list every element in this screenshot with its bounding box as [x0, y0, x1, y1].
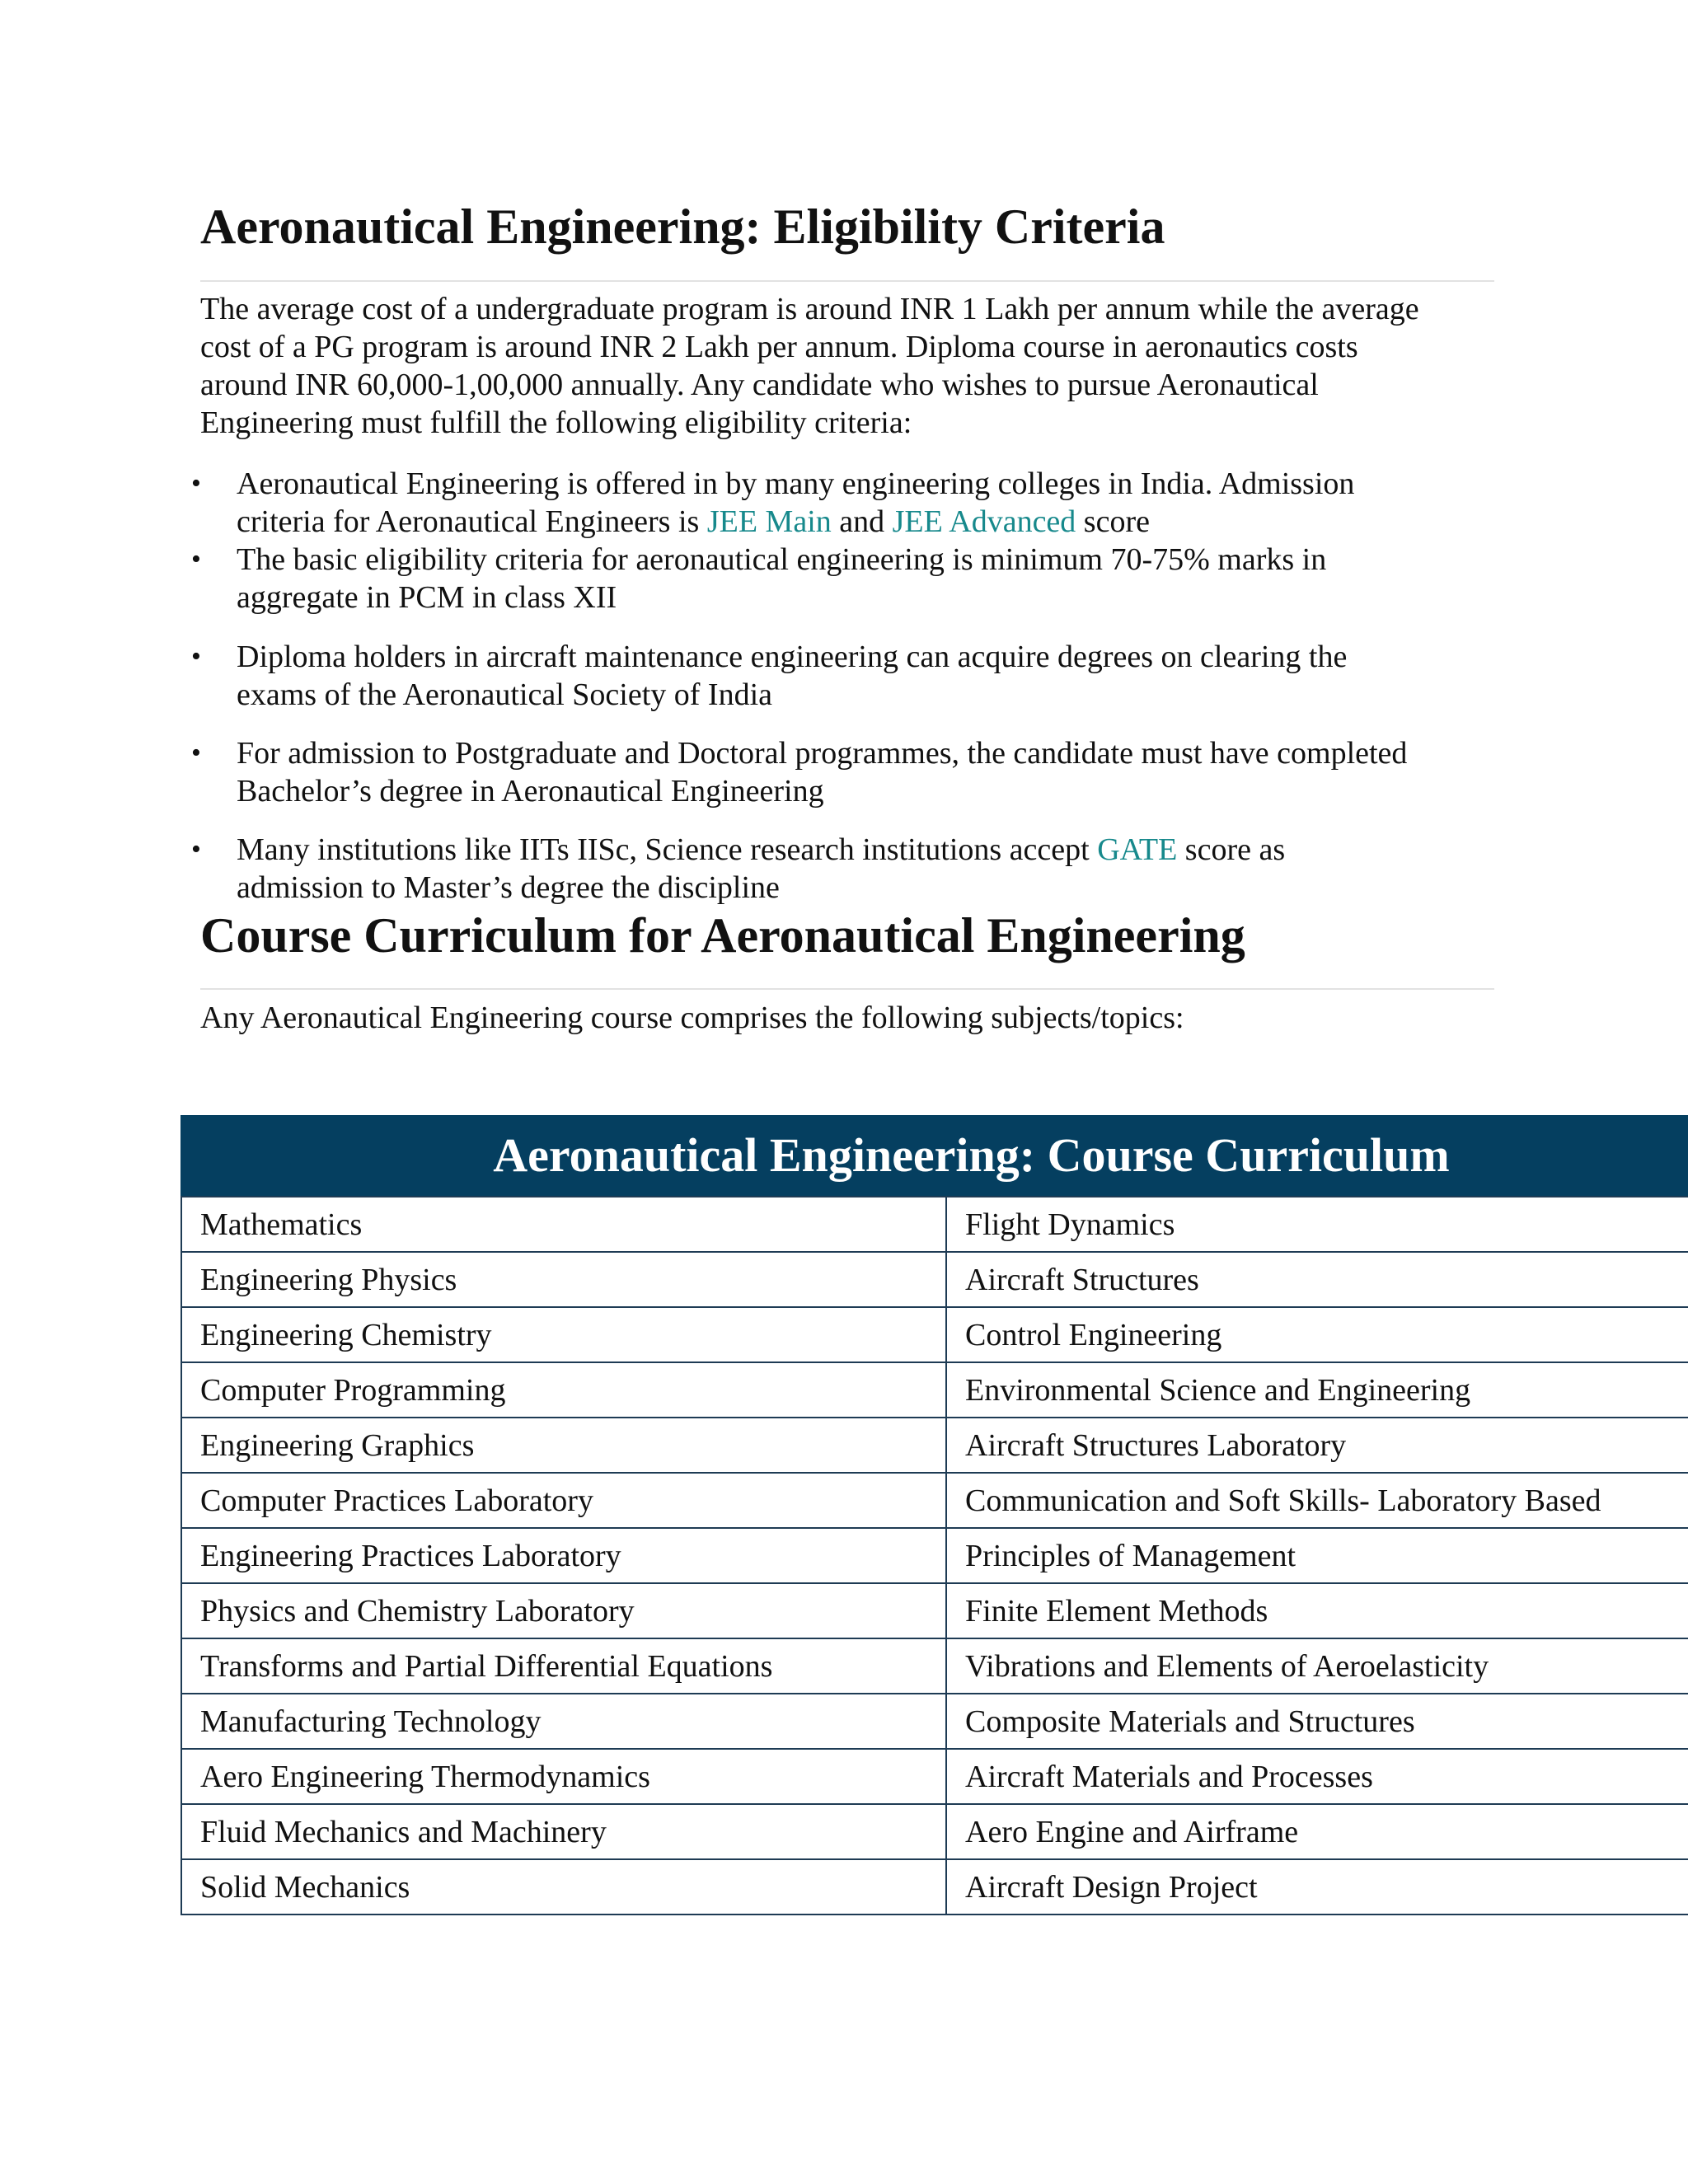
- subject-cell-right: Environmental Science and Engineering: [946, 1362, 1688, 1418]
- table-row: [181, 1418, 1688, 1473]
- subject-cell-right: Communication and Soft Skills- Laboratory Based: [946, 1473, 1688, 1528]
- table-row: [181, 1804, 1688, 1859]
- heading-divider: [200, 988, 1494, 990]
- subject-cell-left: Engineering Practices Laboratory: [181, 1528, 946, 1583]
- subject-cell-right: Control Engineering: [946, 1307, 1688, 1362]
- bullet-icon: •: [191, 544, 201, 574]
- subject-cell-left: Manufacturing Technology: [181, 1694, 946, 1749]
- curriculum-intro: Any Aeronautical Engineering course comprises the following subjects/topics:: [200, 1001, 1184, 1035]
- subject-cell-right: Flight Dynamics: [946, 1197, 1688, 1252]
- list-item: • The basic eligibility criteria for aeronautical engineering is minimum 70-75% marks in aggregate in PCM in class XII: [191, 542, 1327, 615]
- subject-cell-right: Finite Element Methods: [946, 1583, 1688, 1638]
- eligibility-paragraph: [200, 290, 1503, 442]
- subject-cell-right: Composite Materials and Structures: [946, 1694, 1688, 1749]
- table-row: [181, 1638, 1688, 1694]
- gate-link[interactable]: GATE: [1097, 832, 1178, 867]
- table-row: [181, 1252, 1688, 1307]
- heading-divider: [200, 280, 1494, 282]
- subject-cell-right: Aircraft Structures Laboratory: [946, 1418, 1688, 1473]
- jee-advanced-link[interactable]: JEE Advanced: [892, 504, 1076, 539]
- table-row: [181, 1362, 1688, 1418]
- list-item: • For admission to Postgraduate and Doctoral programmes, the candidate must have completed Bachelor’s degree in Aeronautical Engineering: [191, 736, 1408, 808]
- para-line: The average cost of a undergraduate program is around INR 1 Lakh per annum while the average: [200, 292, 1419, 326]
- list-item: • Aeronautical Engineering is offered in by many engineering colleges in India. Admission criteria for Aeronautical Engineers is JEE Main and JEE Advanced score: [191, 466, 1355, 539]
- bullet-icon: •: [191, 738, 201, 768]
- subject-cell-left: Transforms and Partial Differential Equations: [181, 1638, 946, 1694]
- table-row: [181, 1583, 1688, 1638]
- subject-cell-left: Engineering Chemistry: [181, 1307, 946, 1362]
- para-line: Engineering must fulfill the following eligibility criteria:: [200, 405, 912, 440]
- bullet-icon: •: [191, 641, 201, 672]
- subject-cell-right: Aircraft Structures: [946, 1252, 1688, 1307]
- subject-cell-right: Aircraft Materials and Processes: [946, 1749, 1688, 1804]
- curriculum-grid: [181, 1196, 1688, 1915]
- list-item: • Diploma holders in aircraft maintenance engineering can acquire degrees on clearing the exams of the Aeronautical Society of India: [191, 640, 1348, 712]
- subject-cell-left: Engineering Graphics: [181, 1418, 946, 1473]
- table-row: [181, 1473, 1688, 1528]
- subject-cell-right: Aero Engine and Airframe: [946, 1804, 1688, 1859]
- curriculum-table: [181, 1115, 1688, 1915]
- subject-cell-left: Mathematics: [181, 1197, 946, 1252]
- subject-cell-left: Computer Practices Laboratory: [181, 1473, 946, 1528]
- bullet-icon: •: [191, 834, 201, 865]
- table-row: [181, 1528, 1688, 1583]
- subject-cell-right: Vibrations and Elements of Aeroelasticity: [946, 1638, 1688, 1694]
- subject-cell-right: Principles of Management: [946, 1528, 1688, 1583]
- table-title: Aeronautical Engineering: Course Curriculum: [181, 1115, 1688, 1196]
- list-item: • Many institutions like IITs IISc, Science research institutions accept GATE score as admission to Master’s degree the discipline: [191, 832, 1286, 905]
- subject-cell-right: Aircraft Design Project: [946, 1859, 1688, 1915]
- subject-cell-left: Computer Programming: [181, 1362, 946, 1418]
- para-line: cost of a PG program is around INR 2 Lakh per annum. Diploma course in aeronautics costs: [200, 330, 1358, 364]
- subject-cell-left: Aero Engineering Thermodynamics: [181, 1749, 946, 1804]
- subject-cell-left: Physics and Chemistry Laboratory: [181, 1583, 946, 1638]
- table-row: [181, 1307, 1688, 1362]
- para-line: around INR 60,000-1,00,000 annually. Any candidate who wishes to pursue Aeronautical: [200, 368, 1319, 402]
- table-row: [181, 1694, 1688, 1749]
- table-row: [181, 1859, 1688, 1915]
- subject-cell-left: Solid Mechanics: [181, 1859, 946, 1915]
- bullet-icon: •: [191, 468, 201, 499]
- eligibility-heading: Aeronautical Engineering: Eligibility Criteria: [200, 199, 1165, 254]
- curriculum-heading: Course Curriculum for Aeronautical Engineering: [200, 908, 1245, 963]
- subject-cell-left: Engineering Physics: [181, 1252, 946, 1307]
- table-row: [181, 1197, 1688, 1252]
- table-row: [181, 1749, 1688, 1804]
- subject-cell-left: Fluid Mechanics and Machinery: [181, 1804, 946, 1859]
- jee-main-link[interactable]: JEE Main: [706, 504, 832, 539]
